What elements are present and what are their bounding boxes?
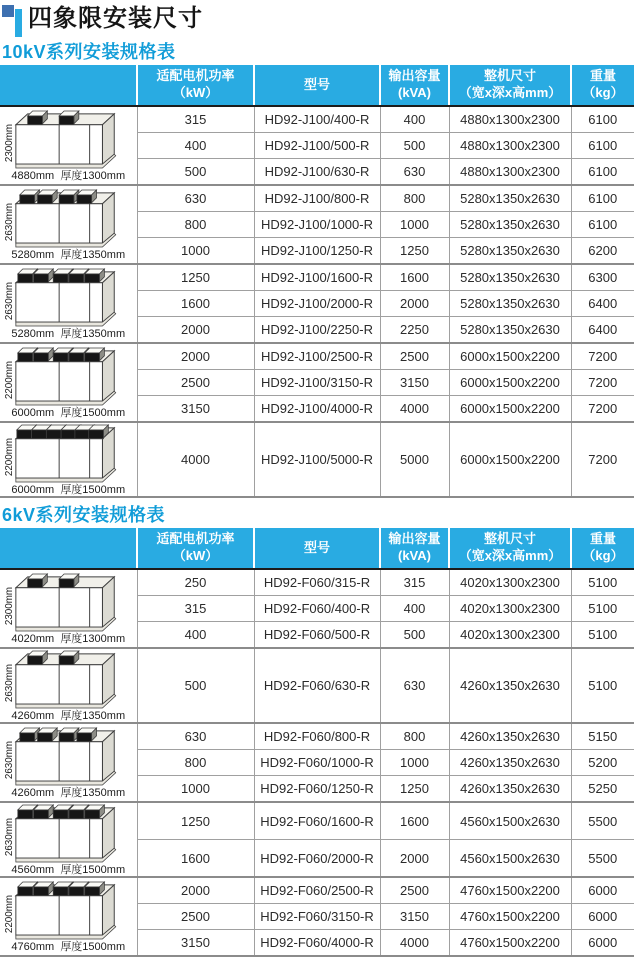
- cell-dimensions: 4760x1500x2200: [449, 904, 571, 930]
- cell-dimensions: 6000x1500x2200: [449, 422, 571, 497]
- cell-dimensions: 6000x1500x2200: [449, 370, 571, 396]
- cabinet-depth-label: 厚度1300mm: [60, 633, 126, 645]
- cell-weight: 6100: [571, 159, 634, 186]
- cell-output-capacity: 3150: [380, 370, 449, 396]
- cell-weight: 6300: [571, 264, 634, 291]
- cabinet-figure: [0, 346, 137, 419]
- cell-model: HD92-J100/1600-R: [254, 264, 380, 291]
- cabinet-drawing: [4, 423, 132, 484]
- table-row: [0, 648, 634, 723]
- cabinet-width-label: 4260mm: [11, 787, 55, 799]
- cell-motor-power: 500: [137, 648, 254, 723]
- cell-motor-power: 3150: [137, 396, 254, 423]
- cabinet-cell: [0, 264, 137, 343]
- cabinet-depth-label: 厚度1350mm: [60, 249, 126, 261]
- cabinet-figure: [0, 188, 137, 261]
- cell-model: HD92-F060/4000-R: [254, 930, 380, 957]
- cell-motor-power: 1600: [137, 840, 254, 878]
- cell-motor-power: 315: [137, 596, 254, 622]
- cell-model: HD92-J100/1000-R: [254, 212, 380, 238]
- cell-model: HD92-J100/400-R: [254, 106, 380, 133]
- page-title: 四象限安装尺寸: [28, 5, 203, 32]
- cell-weight: 5100: [571, 569, 634, 596]
- cabinet-size-label: [11, 710, 125, 722]
- cell-output-capacity: 1250: [380, 238, 449, 265]
- cell-dimensions: 4880x1300x2300: [449, 159, 571, 186]
- cabinet-size-label: [11, 941, 125, 953]
- cell-weight: 5500: [571, 802, 634, 840]
- cell-model: HD92-F060/2000-R: [254, 840, 380, 878]
- cell-weight: 6100: [571, 212, 634, 238]
- cabinet-depth-label: 厚度1350mm: [60, 787, 126, 799]
- cell-motor-power: 800: [137, 750, 254, 776]
- cell-weight: 5500: [571, 840, 634, 878]
- cabinet-figure: [0, 109, 137, 182]
- cabinet-depth-label: 厚度1350mm: [60, 710, 126, 722]
- cell-dimensions: 5280x1350x2630: [449, 291, 571, 317]
- cell-model: HD92-F060/1000-R: [254, 750, 380, 776]
- spec-table-6kv: [0, 528, 634, 957]
- cell-model: HD92-J100/1250-R: [254, 238, 380, 265]
- cabinet-drawing: [4, 803, 132, 864]
- cabinet-size-label: [11, 407, 125, 419]
- column-header-model: 型号: [254, 65, 380, 106]
- cabinet-figure: [0, 880, 137, 953]
- cabinet-drawing: [4, 572, 132, 633]
- section-title-10kv: 10kV系列安装规格表: [2, 42, 176, 62]
- cell-output-capacity: 400: [380, 596, 449, 622]
- cabinet-height-label: 2630mm: [4, 817, 16, 857]
- cell-model: HD92-J100/2250-R: [254, 317, 380, 344]
- cell-model: HD92-F060/3150-R: [254, 904, 380, 930]
- cell-motor-power: 2500: [137, 904, 254, 930]
- cell-weight: 6100: [571, 133, 634, 159]
- cell-weight: 6000: [571, 904, 634, 930]
- cabinet-size-label: [11, 484, 125, 496]
- cabinet-size-label: [11, 633, 125, 645]
- cell-weight: 5250: [571, 776, 634, 803]
- column-header-motor-power: 适配电机功率（kW）: [137, 65, 254, 106]
- cell-dimensions: 4260x1350x2630: [449, 648, 571, 723]
- table-row: [0, 343, 634, 370]
- column-header-weight: 重量 （kg）: [571, 528, 634, 569]
- table-row: [0, 802, 634, 840]
- table-row: [0, 264, 634, 291]
- cell-weight: 6100: [571, 185, 634, 212]
- cell-output-capacity: 2000: [380, 291, 449, 317]
- cell-weight: 7200: [571, 370, 634, 396]
- cabinet-width-label: 5280mm: [11, 328, 55, 340]
- cabinet-cell: [0, 723, 137, 802]
- table-row: [0, 422, 634, 497]
- cabinet-depth-label: 厚度1500mm: [60, 407, 126, 419]
- cell-model: HD92-J100/5000-R: [254, 422, 380, 497]
- table-row: [0, 569, 634, 596]
- cabinet-cell: [0, 569, 137, 648]
- cabinet-cell: [0, 422, 137, 497]
- cell-weight: 7200: [571, 343, 634, 370]
- cell-motor-power: 315: [137, 106, 254, 133]
- cell-motor-power: 1000: [137, 776, 254, 803]
- cell-motor-power: 1600: [137, 291, 254, 317]
- cabinet-depth-label: 厚度1350mm: [60, 328, 126, 340]
- cell-motor-power: 250: [137, 569, 254, 596]
- cabinet-width-label: 4760mm: [11, 941, 55, 953]
- cabinet-height-label: 2630mm: [4, 663, 16, 703]
- cell-output-capacity: 2500: [380, 877, 449, 904]
- cabinet-figure: [0, 649, 137, 722]
- cabinet-size-label: [11, 787, 125, 799]
- cabinet-figure: [0, 572, 137, 645]
- cabinet-height-label: 2300mm: [4, 123, 16, 163]
- table-row: [0, 723, 634, 750]
- cabinet-drawing: [4, 649, 132, 710]
- cabinet-depth-label: 厚度1300mm: [60, 170, 126, 182]
- cabinet-figure: [0, 423, 137, 496]
- cell-model: HD92-F060/2500-R: [254, 877, 380, 904]
- cell-model: HD92-F060/500-R: [254, 622, 380, 649]
- cabinet-drawing: [4, 188, 132, 249]
- cabinet-height-label: 2200mm: [4, 360, 16, 400]
- cabinet-cell: [0, 648, 137, 723]
- page-header: [0, 0, 634, 40]
- cell-dimensions: 4760x1500x2200: [449, 877, 571, 904]
- cell-output-capacity: 2500: [380, 343, 449, 370]
- cabinet-figure: [0, 267, 137, 340]
- cell-motor-power: 2000: [137, 317, 254, 344]
- cell-weight: 6200: [571, 238, 634, 265]
- cell-output-capacity: 800: [380, 185, 449, 212]
- spec-table-10kv: [0, 65, 634, 498]
- cabinet-cell: [0, 106, 137, 185]
- cabinet-height-label: 2630mm: [4, 202, 16, 242]
- cell-dimensions: 4760x1500x2200: [449, 930, 571, 957]
- cell-model: HD92-F060/1250-R: [254, 776, 380, 803]
- section-10kv: [0, 42, 634, 498]
- cell-dimensions: 4260x1350x2630: [449, 723, 571, 750]
- cabinet-height-label: 2630mm: [4, 281, 16, 321]
- cell-dimensions: 6000x1500x2200: [449, 396, 571, 423]
- cell-output-capacity: 4000: [380, 930, 449, 957]
- cabinet-drawing: [4, 346, 132, 407]
- cabinet-width-label: 6000mm: [11, 484, 55, 496]
- cabinet-width-label: 4880mm: [11, 170, 55, 182]
- cell-output-capacity: 630: [380, 159, 449, 186]
- cabinet-size-label: [11, 170, 125, 182]
- cell-motor-power: 3150: [137, 930, 254, 957]
- cell-motor-power: 800: [137, 212, 254, 238]
- cabinet-height-label: 2200mm: [4, 437, 16, 477]
- cell-weight: 6100: [571, 106, 634, 133]
- cell-motor-power: 1250: [137, 264, 254, 291]
- cabinet-width-label: 4020mm: [11, 633, 55, 645]
- cell-dimensions: 5280x1350x2630: [449, 185, 571, 212]
- cell-model: HD92-J100/800-R: [254, 185, 380, 212]
- column-header-model: 型号: [254, 528, 380, 569]
- cell-output-capacity: 800: [380, 723, 449, 750]
- cell-model: HD92-F060/400-R: [254, 596, 380, 622]
- column-header-dimensions: 整机尺寸 （宽x深x高mm）: [449, 528, 571, 569]
- cabinet-figure: [0, 803, 137, 876]
- cell-motor-power: 2500: [137, 370, 254, 396]
- cell-dimensions: 4560x1500x2630: [449, 802, 571, 840]
- cell-output-capacity: 1600: [380, 264, 449, 291]
- cell-output-capacity: 630: [380, 648, 449, 723]
- cell-weight: 5100: [571, 596, 634, 622]
- table-row: [0, 185, 634, 212]
- cell-weight: 6000: [571, 877, 634, 904]
- cell-motor-power: 4000: [137, 422, 254, 497]
- cell-dimensions: 4880x1300x2300: [449, 106, 571, 133]
- cell-dimensions: 5280x1350x2630: [449, 317, 571, 344]
- cell-output-capacity: 500: [380, 622, 449, 649]
- cell-weight: 5100: [571, 622, 634, 649]
- cell-output-capacity: 400: [380, 106, 449, 133]
- cell-weight: 6400: [571, 291, 634, 317]
- cell-dimensions: 5280x1350x2630: [449, 212, 571, 238]
- cabinet-depth-label: 厚度1500mm: [60, 484, 126, 496]
- cell-model: HD92-F060/630-R: [254, 648, 380, 723]
- cabinet-drawing: [4, 109, 132, 170]
- cell-motor-power: 500: [137, 159, 254, 186]
- title-mark-icon: [2, 4, 24, 38]
- cell-motor-power: 400: [137, 133, 254, 159]
- cell-output-capacity: 5000: [380, 422, 449, 497]
- cell-motor-power: 400: [137, 622, 254, 649]
- cell-model: HD92-F060/800-R: [254, 723, 380, 750]
- section-6kv: [0, 505, 634, 957]
- cell-model: HD92-J100/630-R: [254, 159, 380, 186]
- cabinet-cell: [0, 802, 137, 877]
- column-header-output-capacity: 输出容量 (kVA): [380, 528, 449, 569]
- cabinet-depth-label: 厚度1500mm: [60, 941, 126, 953]
- cabinet-cell: [0, 185, 137, 264]
- cell-output-capacity: 500: [380, 133, 449, 159]
- cabinet-width-label: 5280mm: [11, 249, 55, 261]
- cabinet-drawing: [4, 267, 132, 328]
- cell-weight: 7200: [571, 422, 634, 497]
- cell-output-capacity: 4000: [380, 396, 449, 423]
- cell-model: HD92-J100/500-R: [254, 133, 380, 159]
- table-row: [0, 877, 634, 904]
- cabinet-height-label: 2200mm: [4, 894, 16, 934]
- cell-model: HD92-J100/2000-R: [254, 291, 380, 317]
- cabinet-drawing: [4, 726, 132, 787]
- column-header-dimensions: 整机尺寸 （宽x深x高mm）: [449, 65, 571, 106]
- cell-weight: 7200: [571, 396, 634, 423]
- cell-dimensions: 5280x1350x2630: [449, 264, 571, 291]
- cabinet-figure: [0, 726, 137, 799]
- cell-output-capacity: 1000: [380, 212, 449, 238]
- cell-weight: 5100: [571, 648, 634, 723]
- cabinet-size-label: [11, 249, 125, 261]
- cell-output-capacity: 1250: [380, 776, 449, 803]
- cabinet-cell: [0, 343, 137, 422]
- cell-output-capacity: 315: [380, 569, 449, 596]
- cell-dimensions: 4560x1500x2630: [449, 840, 571, 878]
- cabinet-depth-label: 厚度1500mm: [60, 864, 126, 876]
- column-header-motor-power: 适配电机功率（kW）: [137, 528, 254, 569]
- cell-dimensions: 4020x1300x2300: [449, 622, 571, 649]
- cabinet-height-label: 2300mm: [4, 586, 16, 626]
- cell-output-capacity: 3150: [380, 904, 449, 930]
- column-header-image: [0, 528, 137, 569]
- cabinet-height-label: 2630mm: [4, 740, 16, 780]
- column-header-output-capacity: 输出容量 (kVA): [380, 65, 449, 106]
- cell-motor-power: 2000: [137, 877, 254, 904]
- cell-dimensions: 5280x1350x2630: [449, 238, 571, 265]
- cell-output-capacity: 2250: [380, 317, 449, 344]
- column-header-weight: 重量 （kg）: [571, 65, 634, 106]
- cell-motor-power: 1250: [137, 802, 254, 840]
- cell-dimensions: 4260x1350x2630: [449, 750, 571, 776]
- cell-weight: 5150: [571, 723, 634, 750]
- cell-motor-power: 2000: [137, 343, 254, 370]
- header-row: [0, 65, 634, 106]
- cell-model: HD92-J100/3150-R: [254, 370, 380, 396]
- cabinet-size-label: [11, 864, 125, 876]
- cabinet-size-label: [11, 328, 125, 340]
- cell-weight: 6400: [571, 317, 634, 344]
- cell-model: HD92-J100/2500-R: [254, 343, 380, 370]
- cabinet-drawing: [4, 880, 132, 941]
- section-title-6kv: 6kV系列安装规格表: [2, 505, 166, 525]
- table-row: [0, 106, 634, 133]
- cell-weight: 5200: [571, 750, 634, 776]
- cell-motor-power: 630: [137, 723, 254, 750]
- cell-dimensions: 6000x1500x2200: [449, 343, 571, 370]
- cell-model: HD92-J100/4000-R: [254, 396, 380, 423]
- column-header-image: [0, 65, 137, 106]
- cell-dimensions: 4020x1300x2300: [449, 596, 571, 622]
- cell-motor-power: 630: [137, 185, 254, 212]
- cabinet-width-label: 4560mm: [11, 864, 55, 876]
- cabinet-width-label: 6000mm: [11, 407, 55, 419]
- cell-dimensions: 4260x1350x2630: [449, 776, 571, 803]
- cell-dimensions: 4880x1300x2300: [449, 133, 571, 159]
- cell-dimensions: 4020x1300x2300: [449, 569, 571, 596]
- cell-model: HD92-F060/315-R: [254, 569, 380, 596]
- cell-motor-power: 1000: [137, 238, 254, 265]
- cell-output-capacity: 1000: [380, 750, 449, 776]
- header-row: [0, 528, 634, 569]
- cell-weight: 6000: [571, 930, 634, 957]
- cell-output-capacity: 2000: [380, 840, 449, 878]
- cell-model: HD92-F060/1600-R: [254, 802, 380, 840]
- cell-output-capacity: 1600: [380, 802, 449, 840]
- cabinet-width-label: 4260mm: [11, 710, 55, 722]
- cabinet-cell: [0, 877, 137, 956]
